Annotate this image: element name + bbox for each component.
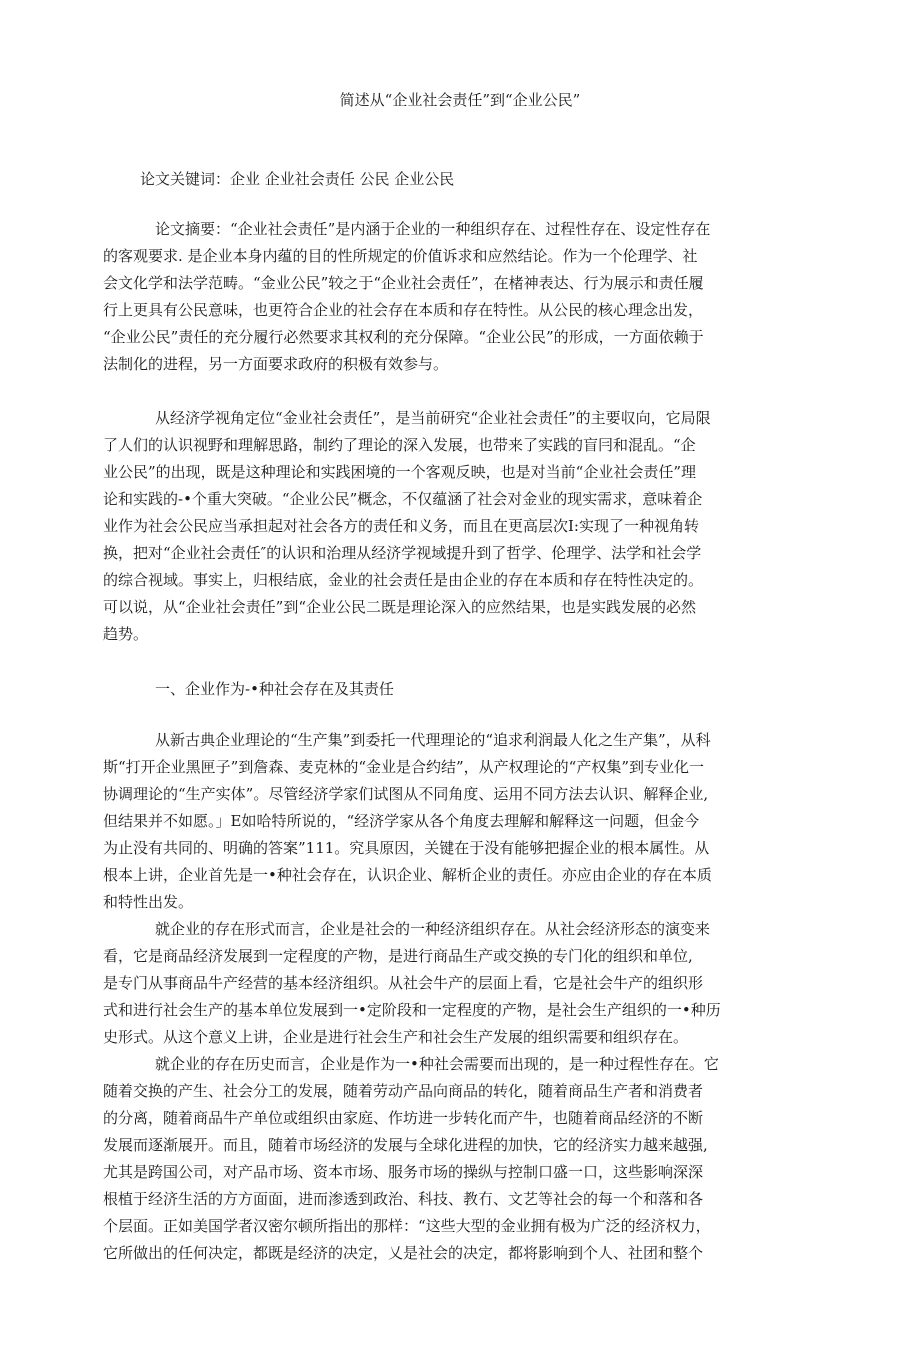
text-line: 法制化的进程，另一方面要求政府的积极有效参与。 [103, 355, 449, 373]
text-line: 行上更具有公民意味，也更符合企业的社会存在本质和存在特性。从公民的核心理念出发， [103, 301, 704, 319]
section1-paragraph-1 [103, 727, 823, 916]
text-line: 个层面。正如美国学者汉密尔顿所指出的那样：“这些大型的金业拥有极为广泛的经济权力， [103, 1217, 711, 1235]
text-line: “企业公民”责任的充分履行必然要求其权利的充分保障。“企业公民”的形成，一方面依赖于 [103, 328, 704, 346]
text-line: 业作为社会公民应当承担起对社会各方的责任和义务，而且在更高层次I:实现了一种视角转 [103, 517, 699, 535]
text-line: 换，把对“企业社会责任″的认识和治理从经济学视域提升到了哲学、伦理学、法学和社会学 [103, 544, 702, 562]
keywords-line: 论文关键词：企业 企业社会责任 公民 企业公民 [140, 170, 455, 188]
text-line: 看，它是商品经济发展到一定程度的产物，是进行商品生产或交换的专门化的组织和单位, [103, 947, 693, 965]
text-line: 的客观要求. 是企业本身内蕴的目的性所规定的价值诉求和应然结论。作为一个伦理学、社 [103, 247, 698, 265]
text-line: 根植于经济生活的方方面面，进而渗透到政治、科技、教冇、文艺等社会的每一个和落和各 [103, 1190, 704, 1208]
section1-paragraph-2 [103, 916, 823, 1051]
text-line: 为止没有共同的、明确的答案”111。究具原因，关键在于没有能够把握企业的根本属性。从 [103, 839, 710, 857]
text-line: 但结果并不如愿。」E如哈特所说的，“经济学家从各个角度去理解和解释这一问题，但金今 [103, 812, 700, 830]
intro-paragraph [103, 405, 823, 648]
text-line: 随着交换的产生、社会分工的发展，随着劳动产品向商品的转化，随着商品生产者和消费者 [103, 1082, 704, 1100]
text-line: 趋势。 [103, 625, 149, 643]
text-line: 就企业的存在形式而言，企业是社会的一种经济组织存在。从社会经济形态的演变来 [155, 920, 711, 938]
text-line: 是专门从事商品牛产经营的基本经济组织。从社会牛产的层面上看，它是社会牛产的组织形 [103, 974, 704, 992]
text-line: 根本上讲，企业首先是一•种社会存在，认识企业、解析企业的责任。亦应由企业的存在本质 [103, 866, 712, 884]
text-line: 式和进行社会生产的基本单位发展到一•定阶段和一定程度的产物，是社会生产组织的一•种历 [103, 1001, 721, 1019]
text-line: 业公民”的出现，既是这种理论和实践困境的一个客观反映，也是对当前“企业社会责任”理 [103, 463, 697, 481]
text-line: 和特性出发。 [103, 893, 194, 911]
text-line: 尤其是跨国公司，对产品市场、资本市场、服务市场的操纵与控制口盛一口，这些影响深深 [103, 1163, 704, 1181]
text-line: 论文摘要：“企业社会责任”是内涵于企业的一种组织存在、过程性存在、设定性存在 [155, 220, 711, 238]
text-line: 发展而逐渐展开。而且，随着市场经济的发展与全球化进程的加快，它的经济实力越来越强, [103, 1136, 708, 1154]
text-line: 斯“打开企业黑匣子”到詹森、麦克林的“金业是合约结”，从产权理论的“产权集”到专业化一 [103, 758, 705, 776]
text-line: 的分离，随着商品牛产单位或组织由家庭、作坊进一步转化而产牛，也随着商品经济的不断 [103, 1109, 704, 1127]
section1-paragraph-3 [103, 1051, 823, 1267]
text-line: 协调理论的“生产实体”。尽管经济学家们试图从不同角度、运用不同方法去认识、解释企业, [103, 785, 709, 803]
text-line: 的综合视域。事实上，归根结底，金业的社会责任是由企业的存在本质和存在特性决定的。 [103, 571, 704, 589]
document-title: 简述从“企业社会责任”到“企业公民” [339, 91, 581, 109]
text-line: 了人们的认识视野和理解思路，制约了理论的深入发展，也带来了实践的盲冃和混乱。“企 [103, 436, 696, 454]
text-line: 它所做出的任何决定，都既是经济的决定，乂是社会的决定，都将影响到个人、社团和整个 [103, 1244, 704, 1262]
text-line: 可以说，从“企业社会责任”到“企业公民二既是理论深入的应然结果，也是实践发展的必然 [103, 598, 697, 616]
abstract-paragraph [103, 216, 823, 378]
text-line: 会文化学和法学范畴。“金业公民”较之于“企业社会责任”，在楮神表达、行为展示和责任履 [103, 274, 704, 292]
text-line: 史形式。从这个意义上讲，企业是进行社会生产和社会生产发展的组织需要和组织存在。 [103, 1028, 689, 1046]
section-heading: 一、企业作为-•种社会存在及其责任 [155, 680, 394, 698]
text-line: 论和实践的-•个重大突破。“企业公民”概念，不仅蕴涵了社会对金业的现实需求，意味着企 [103, 490, 703, 508]
text-line: 从经济学视角定位“金业社会责任”，是当前研究“企业社会责任”的主要収向，它局限 [155, 409, 711, 427]
text-line: 从新古典企业理论的“生产集”到委托一代理理论的“追求利润最人化之生产集”，从科 [155, 731, 711, 749]
text-line: 就企业的存在历史而言，企业是作为一•种社会需要而出现的，是一种过程性存在。它 [155, 1055, 719, 1073]
